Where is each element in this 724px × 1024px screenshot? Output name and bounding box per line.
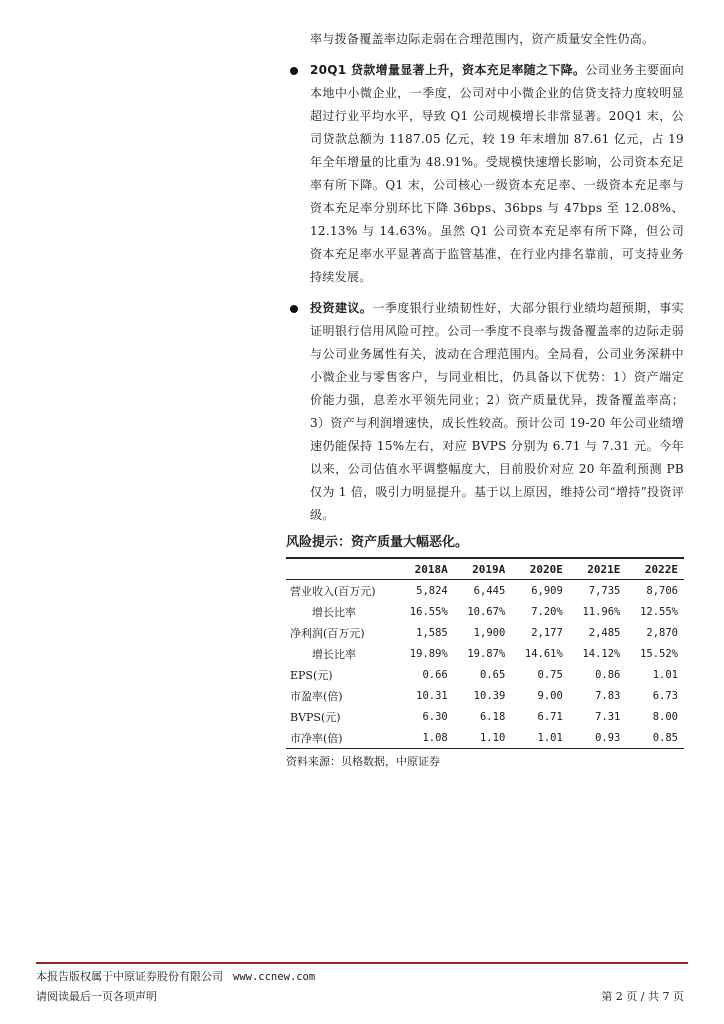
table-header-row	[286, 558, 684, 580]
page-number: 第 2 页 / 共 7 页	[601, 990, 684, 1003]
table-cell: 14.12%	[582, 647, 621, 660]
table-cell: 10.39	[473, 689, 506, 702]
row-label: 市净率(倍)	[286, 727, 396, 749]
table-cell: 6.73	[652, 689, 678, 702]
table-cell: 1.10	[454, 727, 512, 749]
risk-warning: 风险提示：资产质量大幅恶化。	[286, 535, 469, 550]
table-row	[286, 664, 684, 685]
bullet-text: 公司业务主要面向本地中小微企业，一季度，公司对中小微企业的信贷支持力度较明显超过行业平均水平，导致 Q1 公司规模增长非常显著。20Q1 末，公司贷款总额为 1187.05 亿元，较 19 年末增加 87.61 亿元，占 19 年全年增量的比重为 48.91%。受规模快速增长影响，公司资本充足率有所下降。Q1 末，公司核心一级资本充足率、一级资本充足率与资本充足率分别环比下降 36bps、36bps 与 47bps 至 12.08%、12.13% 与 14.63%。虽然 Q1 公司资本充足率有所下降，但公司资本充足率水平显著高于监管基准，在行业内排名靠前，可支持业务持续发展。	[310, 63, 684, 284]
table-header-year: 2021E	[569, 558, 627, 580]
row-label: 市盈率(倍)	[290, 689, 343, 703]
table-cell: 19.89%	[409, 647, 448, 660]
table-cell: 14.61%	[524, 647, 563, 660]
main-content	[286, 28, 684, 769]
bullet-investment-advice	[286, 297, 684, 527]
row-label: 增长比率	[312, 647, 356, 661]
table-cell: 0.93	[569, 727, 627, 749]
table-cell: 7,735	[588, 584, 621, 597]
table-cell: 1.01	[511, 727, 569, 749]
table-row	[286, 601, 684, 622]
table-cell: 8,706	[646, 584, 678, 597]
table-cell: 6.18	[479, 710, 506, 723]
bullet-heading: 20Q1 贷款增量显著上升，资本充足率随之下降。	[310, 63, 586, 77]
table-header-blank	[286, 558, 396, 580]
table-header-year: 2018A	[396, 558, 454, 580]
table-header-year: 2020E	[511, 558, 569, 580]
footer-rule	[36, 962, 688, 964]
row-label: 增长比率	[312, 605, 356, 619]
table-cell: 1.01	[652, 668, 678, 681]
table-cell: 0.65	[479, 668, 506, 681]
table-cell: 6.30	[422, 710, 448, 723]
bullet-text: 一季度银行业绩韧性好，大部分银行业绩均超预期，事实证明银行信用风险可控。公司一季度不良率与拨备覆盖率的边际走弱与公司业务属性有关，波动在合理范围内。全局看，公司业务深耕中小微企业与零售客户，与同业相比，仍具备以下优势：1）资产端定价能力强，息差水平领先同业；2）资产质量优异，拨备覆盖率高；3）资产与利润增速快，成长性较高。预计公司 19-20 年公司业绩增速仍能保持 15%左右，对应 BVPS 分别为 6.71 与 7.31 元。今年以来，公司估值水平调整幅度大，目前股价对应 20 年盈利预测 PB 仅为 1 倍，吸引力明显提升。基于以上原因，维持公司“增持”投资评级。	[310, 301, 684, 522]
table-cell: 6.71	[537, 710, 563, 723]
footer-disclaimer: 请阅读最后一页各项声明	[36, 990, 157, 1003]
table-cell: 10.31	[416, 689, 448, 702]
footer-copyright-line	[36, 968, 315, 984]
table-cell: 7.20%	[531, 605, 563, 618]
table-cell: 6,445	[473, 584, 506, 597]
table-cell: 0.85	[626, 727, 684, 749]
intro-paragraph-end: 率与拨备覆盖率边际走弱在合理范围内，资产质量安全性仍高。	[310, 32, 655, 46]
table-cell: 1,585	[416, 626, 448, 639]
table-row	[286, 622, 684, 643]
table-cell: 0.66	[422, 668, 448, 681]
table-row	[286, 706, 684, 727]
footer-url-link[interactable]: www.ccnew.com	[233, 971, 316, 983]
bullet-loan-growth	[286, 59, 684, 289]
table-cell: 8.00	[652, 710, 678, 723]
table-body	[286, 580, 684, 749]
table-cell: 15.52%	[640, 647, 678, 660]
table-row	[286, 685, 684, 706]
row-label: 营业收入(百万元)	[290, 584, 376, 598]
row-label: 净利润(百万元)	[290, 626, 365, 640]
row-label: EPS(元)	[290, 668, 333, 682]
table-cell: 1,900	[473, 626, 506, 639]
bullet-heading: 投资建议。	[310, 301, 373, 315]
table-cell: 2,485	[588, 626, 621, 639]
table-cell: 0.86	[595, 668, 621, 681]
table-cell: 2,177	[531, 626, 563, 639]
table-cell: 12.55%	[640, 605, 678, 618]
table-cell: 2,870	[646, 626, 678, 639]
table-cell: 5,824	[416, 584, 448, 597]
table-cell: 10.67%	[467, 605, 506, 618]
table-cell: 19.87%	[467, 647, 506, 660]
table-header-year: 2022E	[626, 558, 684, 580]
table-row	[286, 580, 684, 602]
row-label: BVPS(元)	[290, 710, 341, 724]
data-source: 资料来源：贝格数据，中原证券	[286, 755, 440, 768]
table-cell: 6,909	[531, 584, 563, 597]
table-cell: 1.08	[396, 727, 454, 749]
bullet-dot-icon	[290, 305, 298, 313]
table-cell: 11.96%	[582, 605, 621, 618]
footer-copyright: 本报告版权属于中原证券股份有限公司	[36, 970, 223, 983]
table-cell: 0.75	[537, 668, 563, 681]
table-cell: 16.55%	[409, 605, 448, 618]
table-cell: 7.83	[595, 689, 621, 702]
bullet-dot-icon	[290, 67, 298, 75]
table-row	[286, 643, 684, 664]
table-cell: 9.00	[537, 689, 563, 702]
table-cell: 7.31	[595, 710, 621, 723]
forecast-table	[286, 557, 684, 749]
table-header-year: 2019A	[454, 558, 512, 580]
table-row	[286, 727, 684, 749]
